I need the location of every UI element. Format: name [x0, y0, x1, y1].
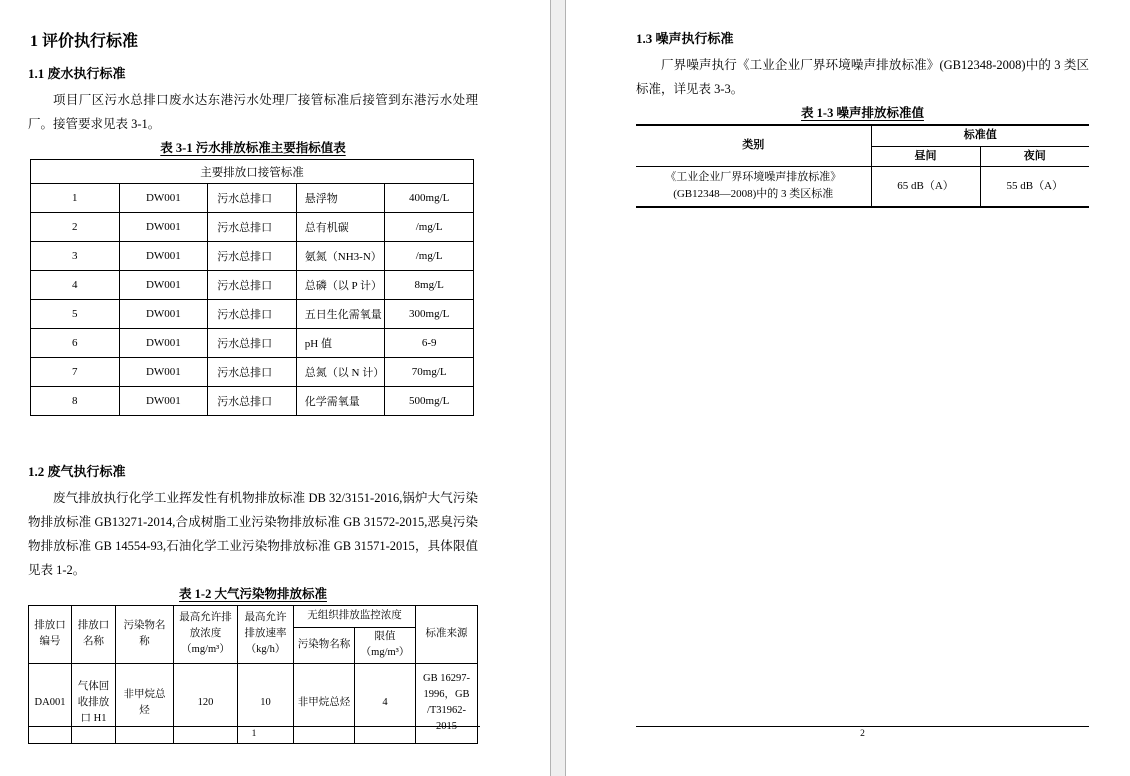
page-2: [566, 0, 1130, 776]
table-3-1-wastewater-standards: [30, 159, 474, 416]
pollutant-name-cell: 五日生化需氧量: [296, 300, 385, 329]
col-category: 类别: [636, 125, 871, 166]
col-nighttime: 夜间: [980, 146, 1089, 166]
table-row: [31, 184, 474, 213]
col-outlet-no: 排放口编号: [29, 606, 72, 664]
outlet-name-cell: 污水总排口: [208, 213, 297, 242]
section-1-2-paragraph: 废气排放执行化学工业挥发性有机物排放标准 DB 32/3151-2016,锅炉大气污染物排放标准 GB13271-2014,合成树脂工业污染物排放标准 GB 31572-2015,恶臭污染物排放标准 GB 14554-93,石油化学工业污染物排放标准 GB 31571-2015，具体限值见表 1-2。: [28, 491, 478, 577]
section-1-2-heading: 1.2 废气执行标准: [28, 464, 126, 479]
doc-heading: 1 评价执行标准: [30, 33, 139, 50]
pollutant-name-cell: pH 值: [296, 329, 385, 358]
pollutant-name-cell: 悬浮物: [296, 184, 385, 213]
row-index-cell: 8: [31, 387, 120, 416]
table-1-2-header-row-1: [29, 606, 478, 628]
table-row: [31, 213, 474, 242]
pollutant-name-cell: 化学需氧量: [296, 387, 385, 416]
outlet-code-cell: DW001: [119, 271, 208, 300]
col-max-concentration: 最高允许排放浓度（mg/m³）: [174, 606, 238, 664]
col-daytime: 昼间: [871, 146, 980, 166]
page-divider: [550, 0, 566, 776]
table-row: [31, 300, 474, 329]
table-1-2-air-emission-standards: [28, 605, 478, 744]
outlet-name-cell: 污水总排口: [208, 184, 297, 213]
table-3-1-body: [31, 184, 474, 416]
section-1-3-heading: 1.3 噪声执行标准: [636, 31, 734, 46]
outlet-code-cell: DW001: [119, 213, 208, 242]
table-1-2-caption: 表 1-2 大气污染物排放标准: [179, 587, 327, 601]
limit-value-cell: 300mg/L: [385, 300, 474, 329]
outlet-name-cell: 污水总排口: [208, 387, 297, 416]
outlet-name-cell: 污水总排口: [208, 271, 297, 300]
row-index-cell: 4: [31, 271, 120, 300]
outlet-code-cell: DW001: [119, 184, 208, 213]
pollutant-name-cell: 总有机碳: [296, 213, 385, 242]
table-3-1-header-row: [31, 160, 474, 184]
outlet-code-cell: DW001: [119, 387, 208, 416]
row-index-cell: 6: [31, 329, 120, 358]
page-2-content: [566, 0, 1130, 208]
outlet-code-cell: DW001: [119, 329, 208, 358]
limit-value-cell: 70mg/L: [385, 358, 474, 387]
table-1-3-header-row-1: [636, 125, 1089, 146]
nighttime-value-cell: 55 dB（A）: [980, 166, 1089, 207]
outlet-name-cell: 污水总排口: [208, 300, 297, 329]
limit-value-cell: 6-9: [385, 329, 474, 358]
standard-source-cell: GB 16297-1996，GB /T31962-2015: [416, 663, 478, 743]
col-standard-value: 标准值: [871, 125, 1089, 146]
col-max-rate: 最高允许排放速率（kg/h）: [238, 606, 294, 664]
limit-value-cell: /mg/L: [385, 242, 474, 271]
outlet-code-cell: DW001: [119, 300, 208, 329]
table-1-3-caption: 表 1-3 噪声排放标准值: [801, 106, 924, 120]
table-3-1-header: 主要排放口接管标准: [31, 160, 474, 184]
col-fugitive-group: 无组织排放监控浓度: [294, 606, 416, 628]
page-2-footer: [636, 726, 1089, 739]
category-cell: 《工业企业厂界环境噪声排放标准》(GB12348—2008)中的 3 类区标准: [636, 166, 871, 207]
table-row: [31, 242, 474, 271]
col-fugitive-pollutant: 污染物名称: [294, 628, 355, 664]
pollutant-cell: 非甲烷总烃: [116, 663, 174, 743]
page-1: [0, 0, 550, 776]
page-1-content: [0, 0, 550, 744]
max-rate-cell: 10: [238, 663, 294, 743]
outlet-name-cell: 气体回收排放口 H1: [72, 663, 116, 743]
row-index-cell: 5: [31, 300, 120, 329]
outlet-name-cell: 污水总排口: [208, 242, 297, 271]
daytime-value-cell: 65 dB（A）: [871, 166, 980, 207]
row-index-cell: 3: [31, 242, 120, 271]
outlet-code-cell: DW001: [119, 358, 208, 387]
row-index-cell: 7: [31, 358, 120, 387]
col-fugitive-limit: 限值（mg/m³）: [355, 628, 416, 664]
table-1-3-data-row: [636, 166, 1089, 207]
page-1-footer: [28, 726, 480, 739]
col-pollutant: 污染物名称: [116, 606, 174, 664]
limit-value-cell: 8mg/L: [385, 271, 474, 300]
table-row: [31, 358, 474, 387]
limit-value-cell: 500mg/L: [385, 387, 474, 416]
row-index-cell: 1: [31, 184, 120, 213]
section-1-1-paragraph: 项目厂区污水总排口废水达东港污水处理厂接管标准后接管到东港污水处理厂。接管要求见表 3-1。: [28, 93, 478, 131]
pollutant-name-cell: 氨氮（NH3-N）: [296, 242, 385, 271]
section-1-3-paragraph: 厂界噪声执行《工业企业厂界环境噪声排放标准》(GB12348-2008)中的 3 类区标准，详见表 3-3。: [636, 58, 1089, 96]
outlet-name-cell: 污水总排口: [208, 329, 297, 358]
table-row: [31, 271, 474, 300]
section-1-1-heading: 1.1 废水执行标准: [28, 66, 126, 81]
fugitive-limit-cell: 4: [355, 663, 416, 743]
pollutant-name-cell: 总氮（以 N 计）: [296, 358, 385, 387]
col-outlet-name: 排放口名称: [72, 606, 116, 664]
pollutant-name-cell: 总磷（以 P 计）: [296, 271, 385, 300]
table-row: [31, 387, 474, 416]
table-1-3-noise-standards: [636, 124, 1089, 208]
outlet-code-cell: DW001: [119, 242, 208, 271]
outlet-name-cell: 污水总排口: [208, 358, 297, 387]
page-number: 2: [860, 729, 865, 739]
table-3-1-caption: 表 3-1 污水排放标准主要指标值表: [160, 141, 346, 155]
table-row: [31, 329, 474, 358]
col-standard-source: 标准来源: [416, 606, 478, 664]
limit-value-cell: 400mg/L: [385, 184, 474, 213]
row-index-cell: 2: [31, 213, 120, 242]
page-number: 1: [251, 729, 257, 739]
max-concentration-cell: 120: [174, 663, 238, 743]
limit-value-cell: /mg/L: [385, 213, 474, 242]
fugitive-pollutant-cell: 非甲烷总烃: [294, 663, 355, 743]
outlet-no-cell: DA001: [29, 663, 72, 743]
